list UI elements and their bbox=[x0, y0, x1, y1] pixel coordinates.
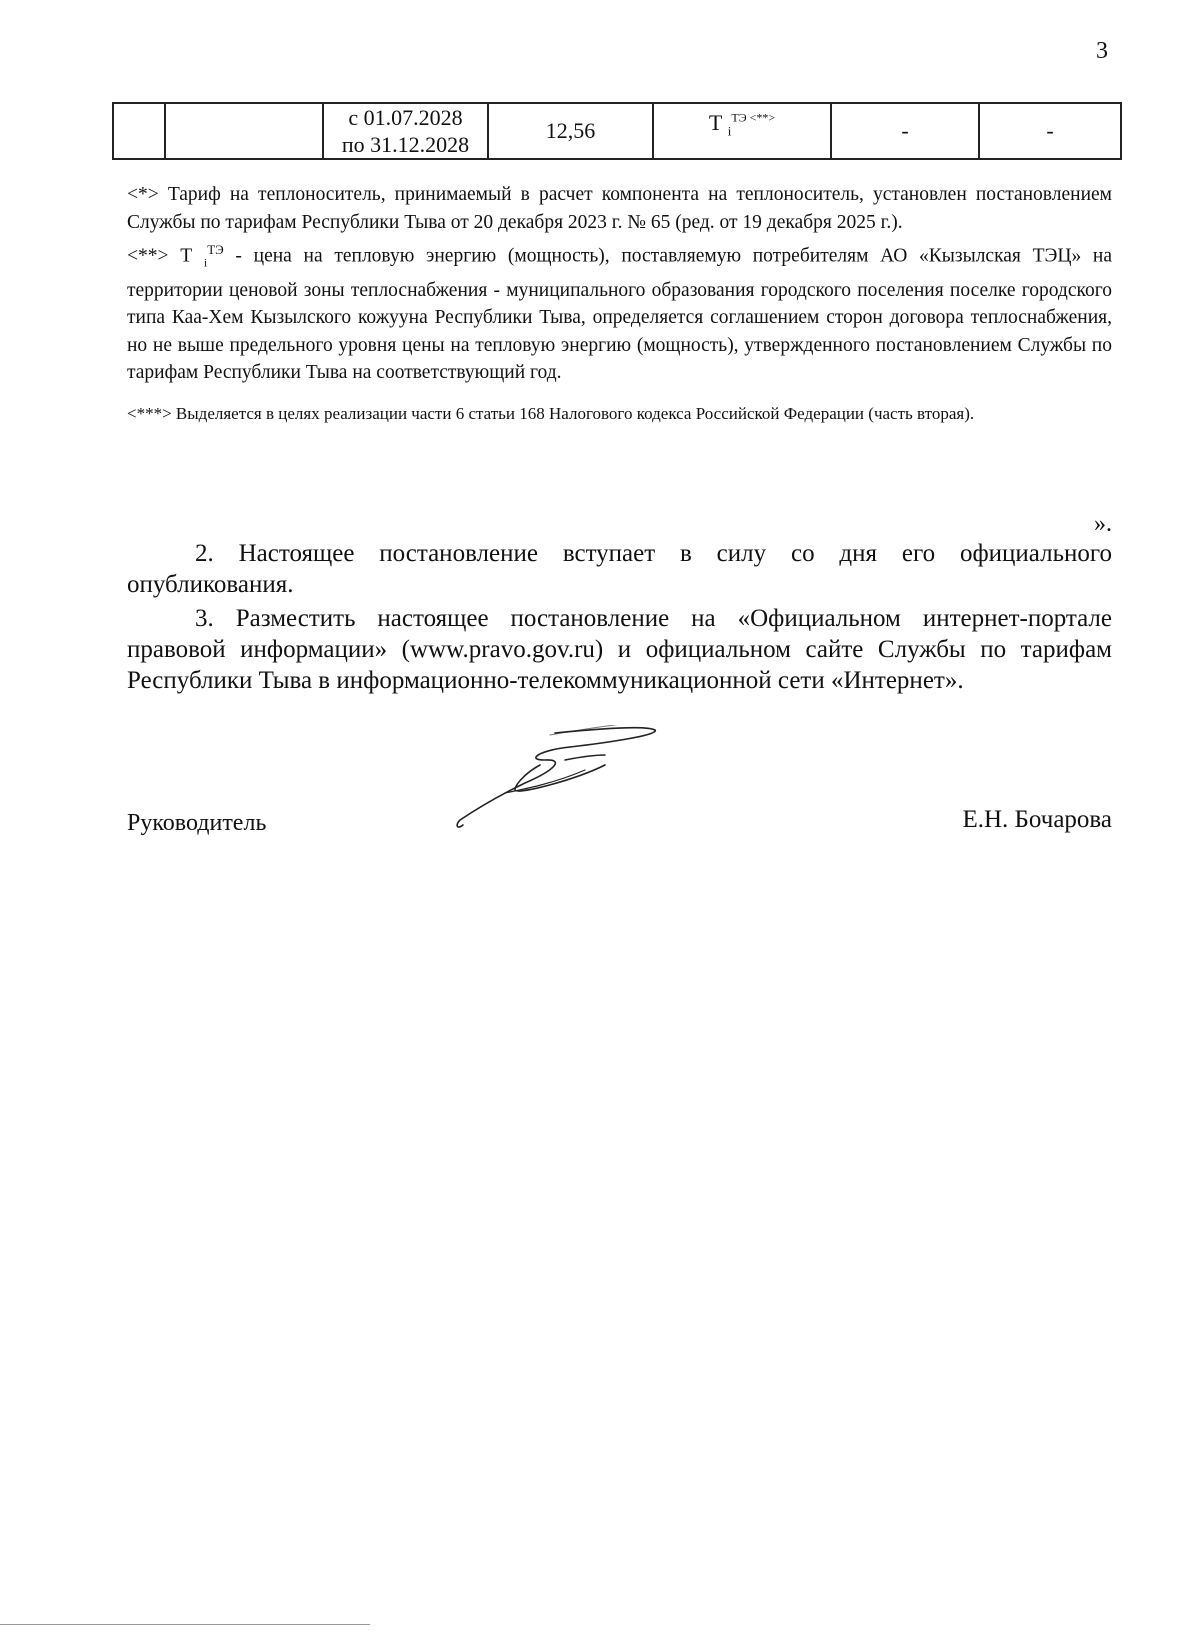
table-cell-value: 12,56 bbox=[488, 103, 653, 159]
footnotes bbox=[127, 181, 1112, 427]
clause-3: 3. Разместить настоящее постановление на «Официальном интернет-портале правовой информации» (www.pravo.gov.ru) и официальном сайте Службы по тарифам Республики Тыва в информационно-телекоммуникационной сети «Интернет». bbox=[127, 605, 1112, 694]
clause-2: 2. Настоящее постановление вступает в силу со дня его официального опубликования. bbox=[127, 540, 1112, 598]
table-cell-empty-2 bbox=[165, 103, 323, 159]
signatory-title: Руководитель bbox=[127, 810, 267, 836]
table-cell-empty-1 bbox=[113, 103, 165, 159]
page-number: 3 bbox=[1096, 38, 1108, 64]
footnote-3: <***> Выделяется в целях реализации части 6 статьи 168 Налогового кодекса Российской Федерации (часть вторая). bbox=[127, 403, 975, 423]
period-from: с 01.07.2028 bbox=[348, 105, 463, 130]
table-row bbox=[113, 103, 1121, 159]
table-cell-dash-1: - bbox=[831, 103, 979, 159]
table-cell-formula bbox=[653, 103, 831, 159]
closing-quote: ». bbox=[1094, 511, 1112, 537]
clauses bbox=[127, 538, 1112, 699]
handwritten-signature bbox=[455, 725, 735, 835]
price-formula: Т $_i^{ТЭ <**>}$ bbox=[708, 110, 776, 139]
tariff-table bbox=[112, 102, 1122, 160]
table-cell-dash-2: - bbox=[979, 103, 1121, 159]
footer-rule bbox=[0, 1624, 370, 1625]
signatory-name: Е.Н. Бочарова bbox=[962, 806, 1112, 833]
table-cell-period bbox=[323, 103, 488, 159]
footnote-1: <*> Тариф на теплоноситель, принимаемый в расчет компонента на теплоноситель, установлен постановлением Службы по тарифам Республики Тыва от 20 декабря 2023 г. № 65 (ред. от 19 декабря 2025 г.). bbox=[127, 184, 1112, 233]
footnote-2: <**> Т $_i^{ТЭ}$ - цена на тепловую энергию (мощность), поставляемую потребителям АО «Кызылская ТЭЦ» на территории ценовой зоны теплоснабжения - муниципального образования городского поселения поселке городского типа Каа-Хем Кызылского кожууна Республики Тыва, определяется соглашением сторон договора теплоснабжения, но не выше предельного уровня цены на тепловую энергию (мощность), утвержденного постановлением Службы по тарифам Республики Тыва на соответствующий год. bbox=[127, 242, 1113, 384]
period-to: по 31.12.2028 bbox=[341, 132, 470, 157]
